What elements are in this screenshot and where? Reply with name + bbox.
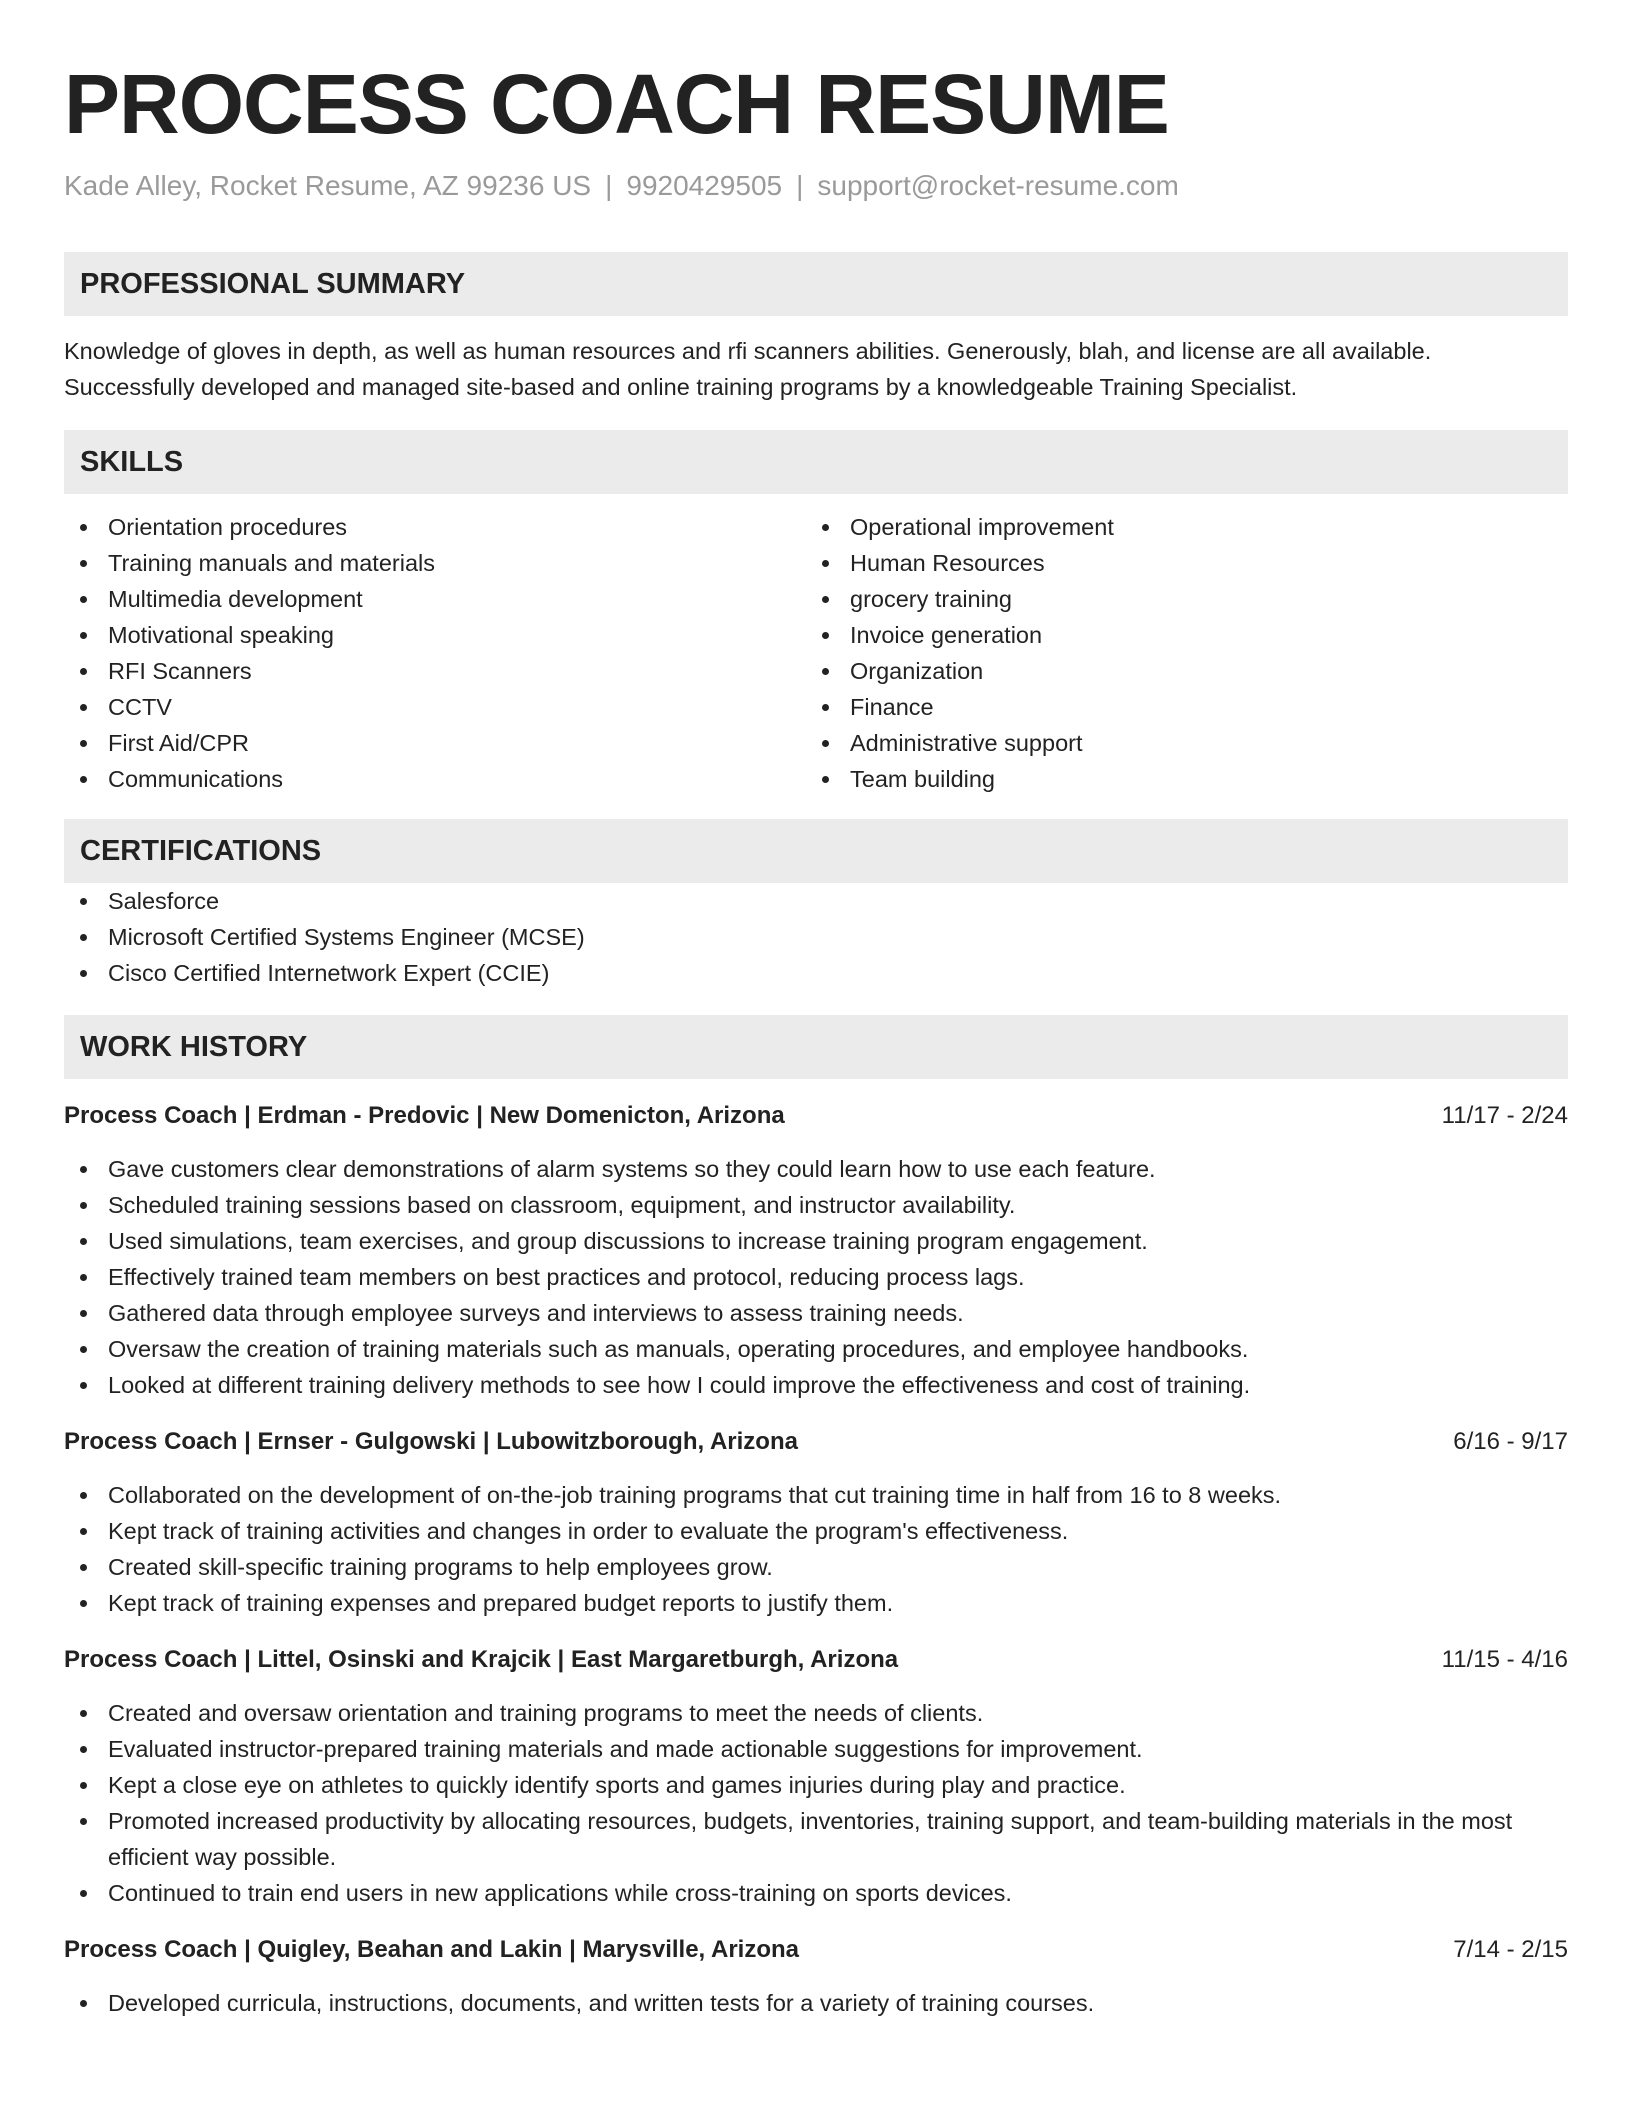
job-bullet: Continued to train end users in new applications while cross-training on sports devices. [64, 1875, 1568, 1911]
job-bullet: Oversaw the creation of training materials such as manuals, operating procedures, and employee handbooks. [64, 1331, 1568, 1367]
work-history-list [64, 1099, 1568, 2021]
job-header [64, 1643, 1568, 1677]
job-entry [64, 1425, 1568, 1621]
job-bullet: Kept track of training expenses and prepared budget reports to justify them. [64, 1585, 1568, 1621]
skill-item: RFI Scanners [64, 653, 806, 689]
job-bullet-list [64, 1477, 1568, 1621]
contact-phone: 9920429505 [626, 170, 783, 201]
contact-email[interactable]: support@rocket-resume.com [817, 170, 1179, 201]
resume-title: PROCESS COACH RESUME [64, 57, 1169, 151]
skill-item: Orientation procedures [64, 509, 806, 545]
job-dates: 11/15 - 4/16 [1441, 1646, 1568, 1673]
job-header [64, 1099, 1568, 1133]
certification-item: Cisco Certified Internetwork Expert (CCIE) [64, 955, 1568, 991]
job-bullet: Developed curricula, instructions, documents, and written tests for a variety of training courses. [64, 1985, 1568, 2021]
summary-text: Knowledge of gloves in depth, as well as human resources and rfi scanners abilities. Generously, blah, and license are all available. Successfully developed and managed site-based and online training programs by a knowledgeable Training Specialist. [64, 338, 1432, 400]
job-title: Process Coach | Ernser - Gulgowski | Lubowitzborough, Arizona [64, 1428, 798, 1455]
job-dates: 7/14 - 2/15 [1453, 1936, 1568, 1963]
job-bullet: Looked at different training delivery methods to see how I could improve the effectiveness and cost of training. [64, 1367, 1568, 1403]
job-entry [64, 1933, 1568, 2021]
skill-item: grocery training [806, 581, 1548, 617]
job-entry [64, 1099, 1568, 1403]
certification-item: Microsoft Certified Systems Engineer (MCSE) [64, 919, 1568, 955]
contact-separator: | [605, 170, 613, 201]
skill-item: Finance [806, 689, 1548, 725]
job-entry [64, 1643, 1568, 1911]
job-bullet: Gathered data through employee surveys and interviews to assess training needs. [64, 1295, 1568, 1331]
skill-item: Human Resources [806, 545, 1548, 581]
job-bullet: Promoted increased productivity by allocating resources, budgets, inventories, training support, and team-building materials in the most efficient way possible. [64, 1803, 1568, 1875]
job-title: Process Coach | Erdman - Predovic | New Domenicton, Arizona [64, 1102, 785, 1129]
skill-item: Invoice generation [806, 617, 1548, 653]
job-bullet: Effectively trained team members on best practices and protocol, reducing process lags. [64, 1259, 1568, 1295]
section-header-work-history: WORK HISTORY [64, 1015, 1568, 1079]
skill-item: Training manuals and materials [64, 545, 806, 581]
job-bullet: Collaborated on the development of on-the-job training programs that cut training time in half from 16 to 8 weeks. [64, 1477, 1568, 1513]
job-title: Process Coach | Littel, Osinski and Krajcik | East Margaretburgh, Arizona [64, 1646, 899, 1673]
resume-page [64, 0, 1568, 2021]
skill-item: Operational improvement [806, 509, 1548, 545]
job-title: Process Coach | Quigley, Beahan and Lakin | Marysville, Arizona [64, 1936, 799, 1963]
job-bullet: Created skill-specific training programs to help employees grow. [64, 1549, 1568, 1585]
job-bullet-list [64, 1151, 1568, 1403]
skill-item: Administrative support [806, 725, 1548, 761]
skill-item: First Aid/CPR [64, 725, 806, 761]
job-bullet-list [64, 1695, 1568, 1911]
job-bullet: Created and oversaw orientation and training programs to meet the needs of clients. [64, 1695, 1568, 1731]
job-dates: 6/16 - 9/17 [1453, 1428, 1568, 1455]
skills-list-right [806, 509, 1548, 797]
contact-line [64, 168, 1568, 204]
section-header-certifications: CERTIFICATIONS [64, 819, 1568, 883]
skill-item: Team building [806, 761, 1548, 797]
contact-address: Kade Alley, Rocket Resume, AZ 99236 US [64, 170, 592, 201]
job-bullet: Scheduled training sessions based on classroom, equipment, and instructor availability. [64, 1187, 1568, 1223]
skill-item: Organization [806, 653, 1548, 689]
job-bullet: Used simulations, team exercises, and group discussions to increase training program engagement. [64, 1223, 1568, 1259]
certification-item: Salesforce [64, 883, 1568, 919]
skill-item: Multimedia development [64, 581, 806, 617]
skill-item: Communications [64, 761, 806, 797]
skill-item: Motivational speaking [64, 617, 806, 653]
job-bullet: Kept a close eye on athletes to quickly identify sports and games injuries during play and practice. [64, 1767, 1568, 1803]
skills-list-left [64, 509, 806, 797]
job-bullet: Evaluated instructor-prepared training materials and made actionable suggestions for improvement. [64, 1731, 1568, 1767]
job-bullet: Gave customers clear demonstrations of alarm systems so they could learn how to use each feature. [64, 1151, 1568, 1187]
skill-item: CCTV [64, 689, 806, 725]
skills-columns [64, 509, 1568, 797]
section-header-summary: PROFESSIONAL SUMMARY [64, 252, 1568, 316]
certifications-list [64, 883, 1568, 991]
contact-separator: | [796, 170, 804, 201]
job-bullet: Kept track of training activities and changes in order to evaluate the program's effectiveness. [64, 1513, 1568, 1549]
section-header-skills: SKILLS [64, 430, 1568, 494]
job-dates: 11/17 - 2/24 [1441, 1102, 1568, 1129]
job-header [64, 1933, 1568, 1967]
job-header [64, 1425, 1568, 1459]
job-bullet-list [64, 1985, 1568, 2021]
